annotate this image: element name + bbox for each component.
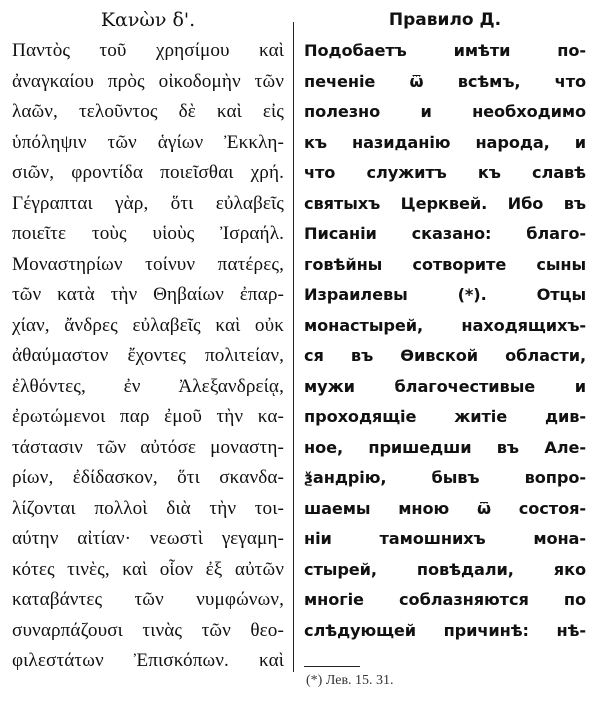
slavonic-rule-heading: Правило Д.: [388, 10, 502, 30]
greek-text-line: ρίων, ἐδίδασκον, ὅτι σκανδα-: [12, 467, 284, 488]
greek-text-line: ἐρωτώμενοι παρ ἐμοῦ τὴν κα-: [12, 406, 284, 427]
greek-text-block: [12, 36, 284, 677]
slavonic-text-line: Израилевы (*). Отцы: [304, 285, 586, 304]
greek-text-line: ἐλθόντες, ἐν Ἀλεξανδρείᾳ,: [12, 375, 284, 397]
slavonic-text-line: къ назиданію народа, и: [304, 132, 586, 152]
greek-text-line: συναρπάζουσι τινὰς τῶν θεο-: [12, 619, 284, 641]
slavonic-text-line: святыхъ Церквей. Ибо въ: [304, 193, 586, 213]
greek-text-line: σιῶν, φροντίδα ποιεῖσθαι χρή.: [12, 162, 284, 183]
greek-text-line: τῶν κατὰ τὴν Θηβαίων ἐπαρ-: [12, 284, 284, 305]
greek-text-line: κότες τινὲς, καὶ οἷον ἐξ αὐτῶν: [12, 558, 284, 580]
slavonic-text-line: шаемы мною ѿ состоя-: [304, 498, 586, 518]
greek-text-line: Μοναστηρίων τοίνυν πατέρες,: [12, 253, 284, 275]
slavonic-text-line: ѯандрію, бывъ вопро-: [304, 468, 586, 487]
greek-text-line: χίαν, ἄνδρες εὐλαβεῖς καὶ οὐκ: [12, 314, 284, 336]
greek-text-line: ποιεῖτε τοὺς υἱοὺς Ἰσραήλ.: [12, 223, 284, 244]
slavonic-text-line: стырей, повѣдали, яко: [304, 559, 586, 579]
slavonic-text-line: проходящіе житіе див-: [304, 407, 586, 426]
greek-text-line: Παντὸς τοῦ χρησίμου καὶ: [12, 40, 284, 61]
greek-text-line: λαῶν, τελοῦντος δὲ καὶ εἰς: [12, 101, 284, 122]
slavonic-text-line: мужи благочестивые и: [304, 376, 586, 396]
greek-text-line: ἀθαύμαστον ἔχοντες πολιτείαν,: [12, 345, 284, 366]
slavonic-text-line: печеніе ѿ всѣмъ, что: [304, 71, 586, 91]
greek-canon-heading: Κανὼν δ'.: [100, 9, 196, 31]
greek-text-line: ἀναγκαίου πρὸς οἰκοδομὴν τῶν: [12, 70, 284, 92]
slavonic-text-line: Писаніи сказано: благо-: [304, 224, 586, 243]
slavonic-text-line: что служитъ къ славѣ: [304, 163, 586, 182]
slavonic-text-line: слѣдующей причинѣ: нѣ-: [304, 620, 586, 640]
greek-column: [12, 8, 284, 677]
slavonic-text-block: [304, 36, 586, 646]
slavonic-text-line: ся въ Ѳивской области,: [304, 346, 586, 365]
greek-text-line: αύτην αἰτίαν· νεωστὶ γεγαμη-: [12, 528, 284, 549]
slavonic-text-line: полезно и необходимо: [304, 102, 586, 121]
slavonic-column: [304, 8, 586, 646]
slavonic-text-line: ное, пришедши въ Але-: [304, 437, 586, 457]
footnote-rule: [304, 666, 360, 667]
slavonic-text-line: Подобаетъ имѣти по-: [304, 41, 586, 60]
greek-text-line: τάστασιν τῶν αὐτόσε μοναστη-: [12, 436, 284, 458]
column-divider: [293, 22, 294, 672]
slavonic-text-line: говѣйны сотворите сыны: [304, 254, 586, 274]
greek-text-line: ὑπόληψιν τῶν ἁγίων Ἐκκλη-: [12, 131, 284, 153]
greek-text-line: φιλεστάτων Ἐπισκόπων. καὶ: [12, 650, 284, 671]
greek-text-line: λίζονται πολλοὶ διὰ τὴν τοι-: [12, 497, 284, 519]
footnote: (*) Лев. 15. 31.: [306, 673, 394, 688]
greek-text-line: καταβάντες τῶν νυμφώνων,: [12, 589, 284, 610]
greek-text-line: Γέγραπται γὰρ, ὅτι εὐλαβεῖς: [12, 192, 284, 214]
slavonic-text-line: монастырей, находящихъ-: [304, 315, 586, 335]
slavonic-text-line: ніи тамошнихъ мона-: [304, 529, 586, 548]
slavonic-text-line: многіе соблазняются по: [304, 590, 586, 609]
